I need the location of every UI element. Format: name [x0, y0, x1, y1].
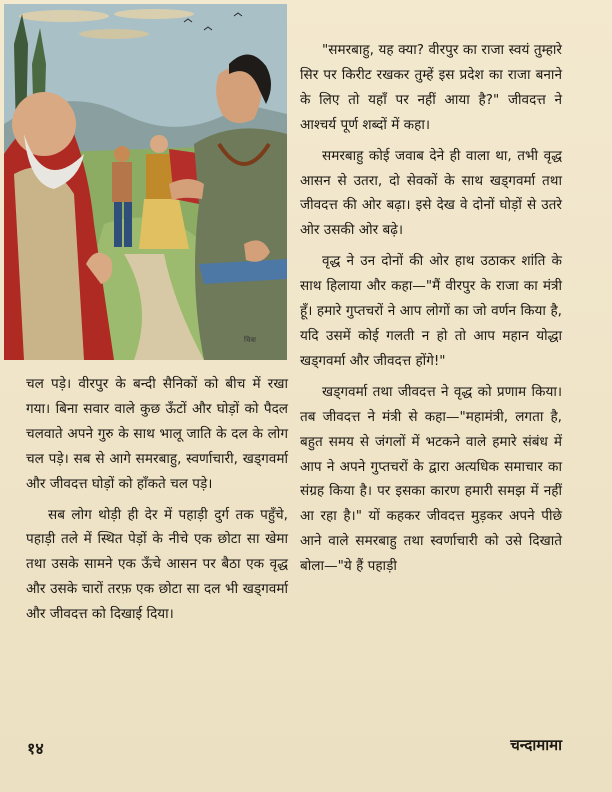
right-paragraph-2: समरबाहु कोई जवाब देने ही वाला था, तभी वृद्ध आसन से उतरा, दो सेवकों के साथ खड्गवर्मा तथा जीवदत्त की ओर बढ़ा। इसे देख वे दोनों घोड़ों से उतरे ओर उसकी ओर बढ़े।: [300, 147, 562, 239]
right-paragraph-3: वृद्ध ने उन दोनों की ओर हाथ उठाकर शांति के साथ हिलाया और कहा—"मैं वीरपुर के राजा का मंत्री हूँ। हमारे गुप्तचरों ने आप लोगों का जो वर्णन किया है, यदि उसमें कोई गलती न हो तो आप महान योद्धा खड्गवर्मा और जीवदत्त होंगे!": [300, 253, 562, 369]
illustration-icon: [4, 4, 287, 360]
right-paragraph-1: "समरबाहु, यह क्या? वीरपुर का राजा स्वयं तुम्हारे सिर पर किरीट रखकर तुम्हें इस प्रदेश का राजा बनाने के लिए तो यहाँ पर नहीं आया है?" जीवदत्त ने आश्चर्य पूर्ण शब्दों में कहा।: [300, 42, 562, 133]
left-paragraph-2: सब लोग थोड़ी ही देर में पहाड़ी दुर्ग तक पहुँचे, पहाड़ी तले में स्थित पेड़ों के नीचे एक छोटा सा खेमा तथा उसके सामने एक ऊँचे आसन पर बैठा एक वृद्ध और उसके चारों तरफ़ एक छोटा सा दल भी खड्गवर्मा और जीवदत्त को दिखाई दिया।: [26, 506, 288, 623]
left-column: [26, 372, 288, 633]
right-paragraph-4: खड्गवर्मा तथा जीवदत्त ने वृद्ध को प्रणाम किया। तब जीवदत्त ने मंत्री से कहा—"महामंत्री, लगता है, बहुत समय से जंगलों में भटकने वाले हमारे संबंध में आप ने अपने गुप्तचरों के द्वारा अत्यधिक समाचार का संग्रह किया है। पर इसका कारण हमारी समझ में नहीं आ रहा है।" यों कहकर जीवदत्त मुड़कर अपने पीछे आने वाले समरबाहु तथा स्वर्णाचारी को उसे दिखाते बोला—"ये हैं पहाड़ी: [300, 383, 562, 575]
left-paragraph-1: चल पड़े। वीरपुर के बन्दी सैनिकों को बीच में रखा गया। बिना सवार वाले कुछ ऊँटों और घोड़ों को पैदल चलवाते अपने गुरु के साथ भालू जाति के दल के लोग चल पड़े। सब से आगे समरबाहु, स्वर्णाचारी, खड्गवर्मा और जीवदत्त घोड़ों को हाँकते चल पड़े।: [26, 376, 288, 492]
magazine-title: चन्दामामा: [510, 736, 562, 754]
story-illustration: [4, 4, 287, 360]
right-column: [300, 38, 562, 585]
svg-text:चित्रा: चित्रा: [244, 336, 256, 344]
page-number: १४: [27, 739, 44, 758]
